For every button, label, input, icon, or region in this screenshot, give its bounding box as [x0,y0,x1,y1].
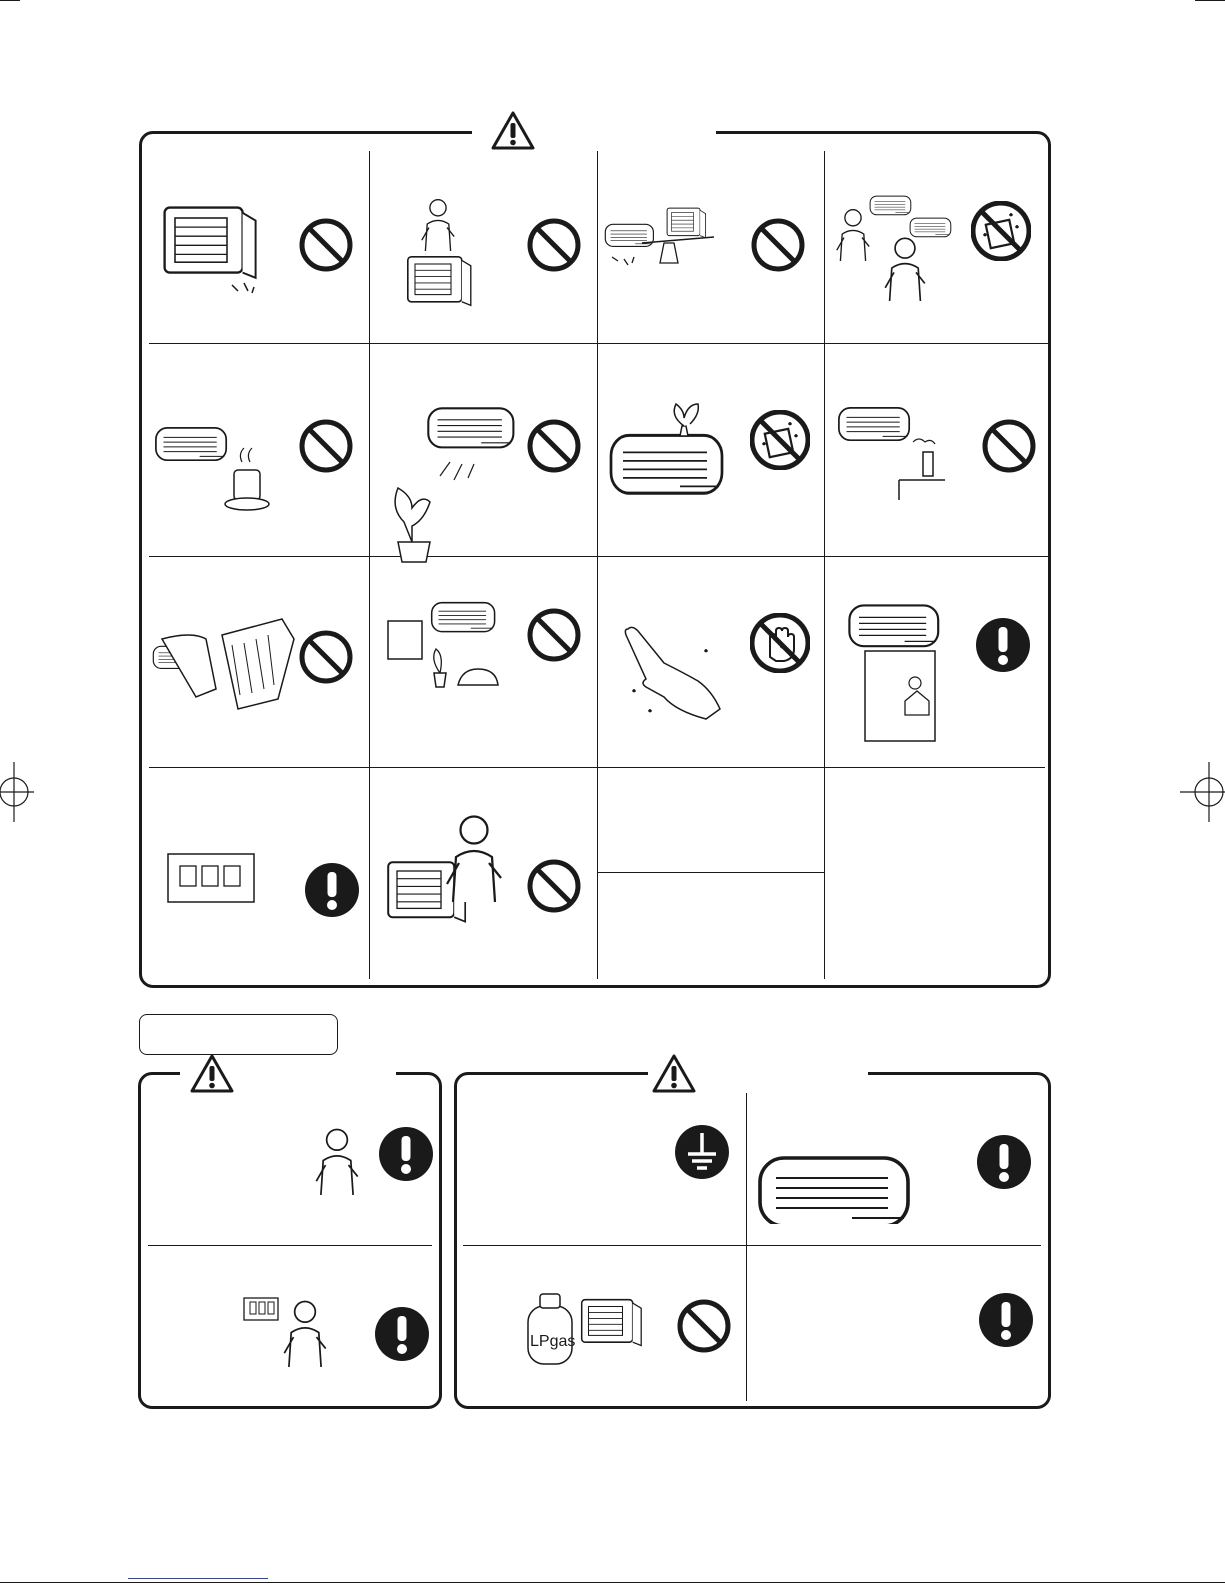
registration-mark-left [0,762,40,822]
ground-earth-icon [674,1124,730,1180]
child-sitting-illustration [394,195,484,325]
panel-divider [463,1245,1041,1246]
caution-cell-vase-on-unit [600,346,822,554]
mandatory-exclamation-icon [975,617,1031,673]
wall-switches-illustration [166,852,266,912]
lp-gas-label: LPgas [530,1333,576,1350]
caution-cell-plant-airflow [372,346,594,554]
window-illustration [845,601,965,751]
mandatory-exclamation-icon [976,1134,1032,1190]
plant-airflow-illustration [382,402,522,572]
install-cell-mandatory [750,1250,1048,1400]
caution-cell-outdoor-dripping [150,155,368,341]
lifting-unit-illustration [382,810,512,970]
outdoor-unit-illustration [162,205,282,345]
registration-mark-right [1180,762,1225,822]
caution-cell-drying-clothes [600,155,822,341]
grid-divider [369,151,370,979]
install-cell-ground [460,1090,744,1240]
bottom-edge-line [0,1582,1225,1583]
wet-hand-illustration [620,621,730,771]
caution-cell-wall-switches [150,770,368,978]
indoor-unit-illustration [756,1154,916,1224]
mandatory-exclamation-icon [374,1306,430,1362]
top-right-crop-line [1195,0,1225,1]
caution-cell-wet-hand [600,559,822,765]
prohibited-icon [298,217,354,273]
caution-cell-removing-filter [150,559,368,765]
grid-divider [824,151,825,979]
no-water-icon [971,201,1031,261]
prohibited-icon [298,418,354,474]
install-cell-indoor-unit [750,1090,1048,1240]
grid-divider [597,872,824,873]
mandatory-exclamation-icon [378,1126,434,1182]
prohibited-icon [526,217,582,273]
room-pets-illustration [378,595,518,735]
grid-divider [149,343,1048,344]
heater-illustration [152,422,282,582]
caution-cell-heater-below [150,346,368,554]
mandatory-exclamation-icon [978,1292,1034,1348]
caution-cell-child-on-unit [372,155,594,341]
grid-divider [597,151,598,979]
prohibited-icon [526,607,582,663]
install-cell-woman-switches [150,1250,440,1400]
warning-triangle-icon [190,1053,236,1095]
technician-illustration [314,1126,364,1196]
grid-divider [149,767,1045,768]
no-wet-hands-icon [750,613,810,673]
prohibited-icon [750,217,806,273]
warning-triangle-icon [491,110,537,152]
spray-can-illustration [835,402,965,562]
prohibited-icon [526,858,582,914]
caution-cell-lifting-unit [372,770,594,978]
install-cell-lp-gas [460,1250,744,1400]
caution-cell-room-pets [372,559,594,765]
prohibited-icon [676,1298,732,1354]
drying-clothes-illustration [604,203,734,323]
caution-cell-spray-can [827,346,1047,554]
no-water-icon [750,410,810,470]
panel-divider [746,1093,747,1401]
lp-gas-cylinder-illustration [524,1286,654,1376]
warning-triangle-icon [652,1053,698,1095]
vase-on-unit-illustration [606,402,736,542]
top-left-crop-line [0,0,20,1]
mandatory-exclamation-icon [304,862,360,918]
prohibited-icon [981,418,1037,474]
footer-link-underline[interactable] [128,1578,268,1579]
woman-switches-illustration [242,1290,342,1370]
prohibited-icon [526,418,582,474]
caution-cell-splashing-water [827,155,1047,341]
install-cell-technician [150,1090,440,1240]
caution-cell-window-below-unit [827,559,1047,765]
section-label-box [139,1014,338,1055]
panel-divider [148,1245,432,1246]
splashing-water-illustration [831,191,966,341]
removing-filter-illustration [152,605,302,745]
prohibited-icon [298,629,354,685]
